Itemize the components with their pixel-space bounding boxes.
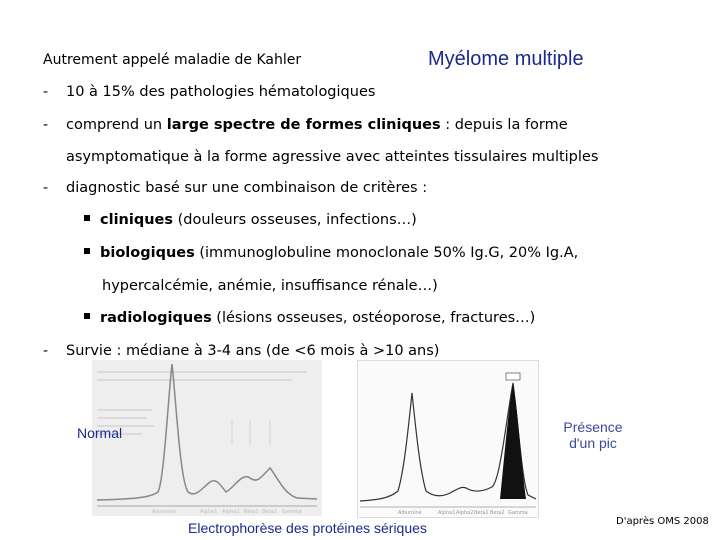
bullet-dash: - [43,117,49,133]
svg-text:Beta2: Beta2 [490,510,505,516]
square-bullet-icon [84,215,90,221]
subbullet-clinical-bold: cliniques [100,212,173,228]
bullet-diagnosis: diagnostic basé sur une combinaison de critères : [66,180,428,196]
bullet-spectrum-line2: asymptomatique à la forme agressive avec atteintes tissulaires multiples [66,149,599,165]
bullet-spectrum-bold: large spectre de formes cliniques [166,117,441,133]
subbullet-radiological-rest: (lésions osseuses, ostéoporose, fractures…) [211,310,536,326]
svg-text:Alpha2: Alpha2 [222,509,240,515]
electrophoresis-peak-image [357,360,539,518]
subbullet-clinical [84,210,417,230]
peak-label-line2: d'un pic [569,435,617,451]
svg-text:Albumine: Albumine [152,509,176,515]
svg-text:Alpha2: Alpha2 [456,510,474,516]
svg-text:Albumine: Albumine [398,510,422,516]
bullet-spectrum-post: : depuis la forme [440,117,568,133]
svg-text:Alpha1: Alpha1 [438,510,456,516]
subbullet-biological-line2: hypercalcémie, anémie, insuffisance rénale…) [102,278,438,294]
subbullet-biological-rest: (immunoglobuline monoclonale 50% Ig.G, 20% Ig.A, [194,245,579,261]
square-bullet-icon [84,248,90,254]
figure-caption: Electrophorèse des protéines sériques [188,520,427,536]
bullet-spectrum-pre: comprend un [66,117,167,133]
normal-label: Normal [77,425,123,441]
bullet-dash: - [43,180,49,196]
source-credit: D'après OMS 2008 [616,516,709,527]
svg-text:Beta2: Beta2 [262,509,277,515]
bullet-prevalence: 10 à 15% des pathologies hématologiques [66,84,376,100]
subbullet-radiological-bold: radiologiques [100,310,212,326]
svg-text:Gamma: Gamma [508,510,528,516]
bullet-spectrum [66,115,568,135]
svg-text:Beta1: Beta1 [244,509,259,515]
subbullet-biological-bold: biologiques [100,245,195,261]
svg-text:Alpha1: Alpha1 [200,509,218,515]
svg-text:Gamma: Gamma [282,509,302,515]
subtitle: Autrement appelé maladie de Kahler [43,52,302,68]
square-bullet-icon [84,313,90,319]
electrophoresis-normal-image [92,360,322,516]
bullet-dash: - [43,84,49,100]
bullet-survival: Survie : médiane à 3-4 ans (de <6 mois à >10 ans) [66,343,440,359]
peak-label-line1: Présence [563,419,623,435]
peak-label [559,419,627,451]
bullet-dash: - [43,343,49,359]
subbullet-clinical-rest: (douleurs osseuses, infections…) [173,212,417,228]
svg-text:Beta1: Beta1 [474,510,489,516]
subbullet-radiological [84,308,535,328]
normal-curve-graphic [92,360,322,516]
peak-curve-graphic [358,361,538,517]
subbullet-biological [84,243,578,263]
slide-title: Myélome multiple [428,48,584,70]
